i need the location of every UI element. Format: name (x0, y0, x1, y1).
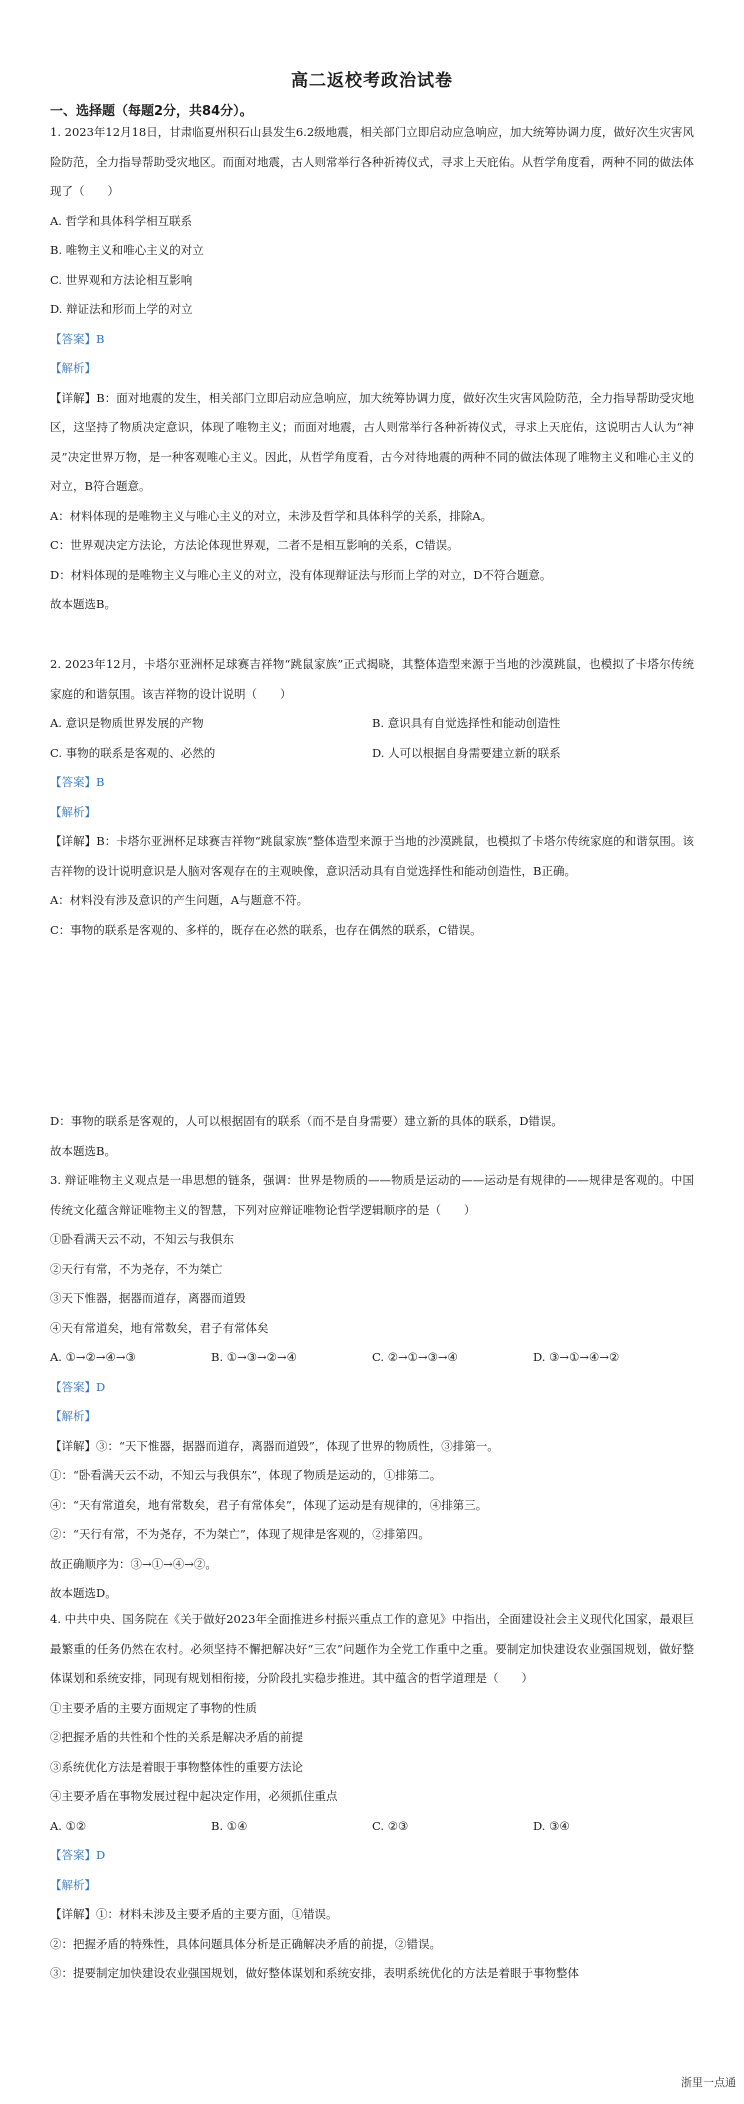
statement-2: ②天行有常，不为尧存，不为桀亡 (50, 1261, 223, 1276)
options-row (50, 709, 694, 739)
conclusion-line: 故本题选B。 (50, 597, 116, 611)
note-line: 故正确顺序为：③→①→④→②。 (50, 1556, 217, 1571)
option-c: C. 事物的联系是客观的、必然的 (50, 745, 216, 760)
option-d: D. 辩证法和形而上学的对立 (50, 302, 193, 316)
statement-4: ④主要矛盾在事物发展过程中起决定作用，必须抓住重点 (50, 1789, 338, 1803)
analysis-label: 【解析】 (50, 361, 96, 375)
footer-watermark: 浙里一点通 (681, 2076, 736, 2089)
statement-3: ③天下惟器，据器而道存，离器而道毁 (50, 1291, 246, 1305)
note-line: D：事物的联系是客观的，人可以根据固有的联系（而不是自身需要）建立新的具体的联系，D错误。 (50, 1114, 563, 1128)
statement-2: ②把握矛盾的共性和个性的关系是解决矛盾的前提 (50, 1730, 303, 1744)
question-stem: 4. 中共中央、国务院在《关于做好2023年全面推进乡村振兴重点工作的意见》中指出，全面建设社会主义现代化国家，最艰巨最繁重的任务仍然在农村。必须坚持不懈把解决好“三农”问题作为全党工作重中之重。要制定加快建设农业强国规划，做好整体谋划和系统安排，同现有规划相衔接，分阶段扎实稳步推进。其中蕴含的哲学道理是（ ） (50, 1612, 694, 1685)
option-c: C. ②③ (372, 1818, 409, 1833)
detail-label: 【详解】 (50, 1907, 96, 1921)
option-d: D. 人可以根据自身需要建立新的联系 (372, 745, 561, 760)
note-line: ②：把握矛盾的特殊性，具体问题具体分析是正确解决矛盾的前提，②错误。 (50, 1936, 441, 1951)
note-line: A：材料体现的是唯物主义与唯心主义的对立，未涉及哲学和具体科学的关系，排除A。 (50, 508, 493, 523)
options-row (50, 739, 694, 769)
answer-label: 【答案】D (50, 1379, 106, 1394)
answer-label: 【答案】B (50, 331, 105, 346)
statement-1: ①卧看满天云不动，不知云与我俱东 (50, 1232, 234, 1246)
question-2-continued (50, 1107, 694, 1166)
options-row (50, 1343, 694, 1373)
statement-3: ③系统优化方法是着眼于事物整体性的重要方法论 (50, 1759, 303, 1774)
option-d: D. ③④ (533, 1818, 570, 1833)
page-title: 高二返校考政治试卷 (291, 71, 453, 91)
analysis-label: 【解析】 (50, 1409, 96, 1423)
option-a: A. 意识是物质世界发展的产物 (50, 716, 204, 730)
analysis-label: 【解析】 (50, 804, 96, 819)
statement-4: ④天有常道矣，地有常数矣，君子有常体矣 (50, 1320, 269, 1335)
detail-paragraph (50, 384, 694, 502)
detail-paragraph (50, 1900, 694, 1930)
detail-paragraph (50, 827, 694, 886)
option-b: B. 意识具有自觉选择性和能动创造性 (372, 716, 561, 730)
note-line: ②：“天行有常，不为尧存，不为桀亡”，体现了规律是客观的，②排第四。 (50, 1527, 430, 1541)
question-3 (50, 1166, 694, 1609)
note-line: ①：“卧看满天云不动，不知云与我俱东”，体现了物质是运动的，①排第二。 (50, 1468, 442, 1482)
detail-text: B：卡塔尔亚洲杯足球赛吉祥物“跳鼠家族”整体造型来源于当地的沙漠跳鼠，也模拟了卡塔尔传统家庭的和谐氛围。该吉祥物的设计说明意识是人脑对客观存在的主观映像，意识活动具有自觉选择性和能动创造性，B正确。 (50, 834, 695, 878)
detail-label: 【详解】 (50, 834, 97, 848)
option-a: A. ①② (50, 1818, 87, 1833)
option-c: C. ②→①→③→④ (372, 1350, 458, 1364)
question-stem: 3. 辩证唯物主义观点是一串思想的链条，强调：世界是物质的——物质是运动的——运动是有规律的——规律是客观的。中国传统文化蕴含辩证唯物主义的智慧，下列对应辩证唯物论哲学逻辑顺序的是（ ） (50, 1173, 694, 1217)
option-c: C. 世界观和方法论相互影响 (50, 272, 193, 287)
note-line: ③：提要制定加快建设农业强国规划，做好整体谋划和系统安排，表明系统优化的方法是着眼于事物整体 (50, 1966, 579, 1980)
question-stem: 2. 2023年12月，卡塔尔亚洲杯足球赛吉祥物“跳鼠家族”正式揭晓，其整体造型来源于当地的沙漠跳鼠，也模拟了卡塔尔传统家庭的和谐氛围。该吉祥物的设计说明（ ） (50, 657, 694, 701)
question-1 (50, 118, 694, 620)
question-4 (50, 1605, 694, 1989)
note-line: ④：“天有常道矣，地有常数矣，君子有常体矣”，体现了运动是有规律的，④排第三。 (50, 1497, 488, 1512)
option-d: D. ③→①→④→② (533, 1350, 620, 1364)
option-a: A. 哲学和具体科学相互联系 (50, 213, 193, 228)
answer-label: 【答案】D (50, 1848, 106, 1862)
conclusion-line: 故本题选B。 (50, 1143, 116, 1158)
analysis-label: 【解析】 (50, 1877, 96, 1892)
note-line: D：材料体现的是唯物主义与唯心主义的对立，没有体现辩证法与形而上学的对立，D不符合题意。 (50, 567, 552, 582)
detail-label: 【详解】 (50, 1438, 96, 1453)
detail-label: 【详解】 (50, 390, 97, 405)
option-a: A. ①→②→④→③ (50, 1350, 136, 1364)
statement-1: ①主要矛盾的主要方面规定了事物的性质 (50, 1700, 257, 1715)
section-heading: 一、选择题（每题2分，共84分）。 (50, 104, 253, 119)
detail-text: ①：材料未涉及主要矛盾的主要方面，①错误。 (96, 1907, 338, 1921)
options-row (50, 1812, 694, 1842)
note-line: C：世界观决定方法论，方法论体现世界观，二者不是相互影响的关系，C错误。 (50, 538, 459, 552)
detail-text: B：面对地震的发生，相关部门立即启动应急响应，加大统筹协调力度，做好次生灾害风险防范，全力指导帮助受灾地区，这坚持了物质决定意识，体现了唯物主义；而面对地震，古人则常举行各种祈祷仪式，寻求上天庇佑，这说明古人认为“神灵”决定世界万物，是一种客观唯心主义。因此，从哲学角度看，古今对待地震的两种不同的做法体现了唯物主义和唯心主义的对立，B符合题意。 (50, 390, 695, 493)
option-b: B. 唯物主义和唯心主义的对立 (50, 243, 204, 257)
question-2 (50, 650, 694, 945)
detail-text: ③：“天下惟器，据器而道存，离器而道毁”，体现了世界的物质性，③排第一。 (96, 1438, 499, 1453)
answer-label: 【答案】B (50, 775, 105, 789)
note-line: C：事物的联系是客观的、多样的，既存在必然的联系，也存在偶然的联系，C错误。 (50, 922, 482, 937)
note-line: A：材料没有涉及意识的产生问题，A与题意不符。 (50, 893, 309, 907)
question-stem: 1. 2023年12月18日，甘肃临夏州积石山县发生6.2级地震，相关部门立即启动应急响应，加大统筹协调力度，做好次生灾害风险防范，全力指导帮助受灾地区。而面对地震，古人则常举行各种祈祷仪式，寻求上天庇佑。从哲学角度看，两种不同的做法体现了（ ） (50, 125, 694, 198)
detail-paragraph (50, 1432, 694, 1462)
option-b: B. ①→③→②→④ (211, 1350, 297, 1364)
option-b: B. ①④ (211, 1818, 248, 1833)
conclusion-line: 故本题选D。 (50, 1586, 117, 1600)
